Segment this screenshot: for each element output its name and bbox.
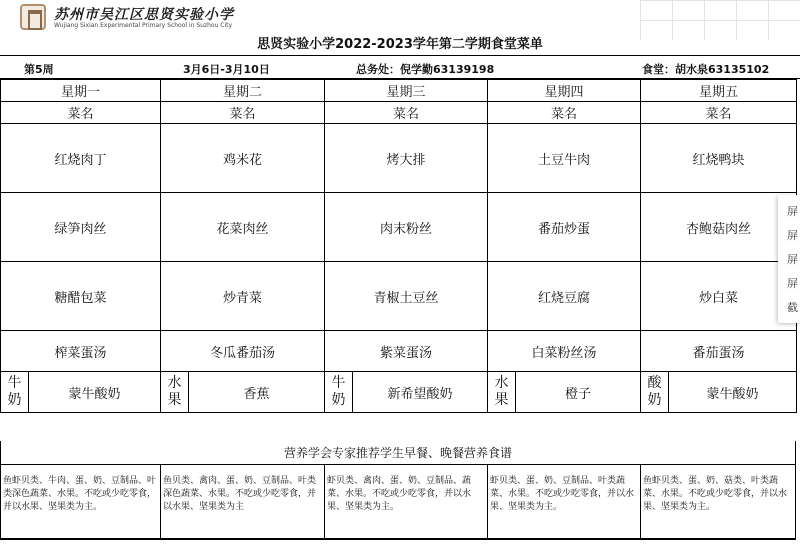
date-range: 3月6日-3月10日 (183, 63, 270, 76)
soup-row (1, 331, 797, 372)
extra-cell (161, 372, 325, 413)
extra-item: 香蕉 (243, 386, 270, 402)
recommendation-row (0, 465, 796, 540)
extra-row (1, 372, 797, 413)
week-label: 第5周 (24, 63, 54, 76)
dish-cell: 绿笋肉丝 (1, 193, 161, 262)
info-row (0, 55, 800, 79)
dish-cell: 青椒土豆丝 (325, 262, 488, 331)
dish-cell: 红烧豆腐 (488, 262, 641, 331)
school-name-cn: 苏州市吴江区思贤实验小学 (54, 7, 234, 23)
soup-cell: 紫菜蛋汤 (325, 331, 488, 372)
screen-tool-item[interactable]: 屏 (787, 229, 798, 242)
extra-item: 新希望酸奶 (387, 386, 453, 402)
dish-cell: 红烧肉丁 (1, 124, 161, 193)
dish-cell: 番茄炒蛋 (488, 193, 641, 262)
screenshot-tool-panel[interactable] (778, 195, 800, 323)
dish-cell: 炒青菜 (161, 262, 325, 331)
school-seal-icon (20, 4, 46, 30)
day-header: 星期一 (1, 80, 161, 102)
recommendation-title: 营养学会专家推荐学生早餐、晚餐营养食谱 (0, 441, 796, 465)
extra-item: 橙子 (564, 386, 591, 402)
dish-label: 菜名 (161, 102, 325, 124)
day-header: 星期四 (488, 80, 641, 102)
dish-cell: 炒白菜 (641, 262, 797, 331)
office-contact: 总务处：倪学勤63139198 (356, 63, 495, 76)
day-header: 星期五 (641, 80, 797, 102)
extra-type-label: 酸 奶 (641, 372, 669, 412)
day-header: 星期三 (325, 80, 488, 102)
recommendation-cell: 鱼贝类、禽肉、蛋、奶、豆制品、叶类深色蔬菜、水果。不吃或少吃零食，并以水果、坚果类为主 (161, 465, 325, 538)
soup-cell: 白菜粉丝汤 (488, 331, 641, 372)
soup-cell: 冬瓜番茄汤 (161, 331, 325, 372)
recommendation-cell: 鱼虾贝类、蛋、奶、菇类、叶类蔬菜、水果。不吃或少吃零食，并以水果、坚果类为主。 (641, 465, 796, 538)
dish-cell: 土豆牛肉 (488, 124, 641, 193)
dish-cell: 杏鲍菇肉丝 (641, 193, 797, 262)
dish-row (1, 262, 797, 331)
dish-cell: 肉末粉丝 (325, 193, 488, 262)
dish-cell: 糖醋包菜 (1, 262, 161, 331)
extra-cell (325, 372, 488, 413)
school-name-en: Wujiang Sixian Experimental Primary School in Suzhou City (54, 22, 233, 29)
screen-tool-item[interactable]: 屏 (787, 277, 798, 290)
extra-item: 蒙牛酸奶 (706, 386, 759, 402)
menu-table (0, 79, 797, 413)
extra-type-label: 水 果 (488, 372, 516, 412)
dish-label: 菜名 (325, 102, 488, 124)
dish-label-row (1, 102, 797, 124)
recommendation-cell: 虾贝类、禽肉、蛋、奶、豆制品、蔬菜、水果。不吃或少吃零食，并以水果、坚果类为主。 (325, 465, 488, 538)
extra-type-label: 牛 奶 (325, 372, 353, 412)
capture-tool-item[interactable]: 截 (787, 301, 798, 314)
extra-type-label: 牛 奶 (1, 372, 29, 412)
extra-cell (488, 372, 641, 413)
dish-cell: 花菜肉丝 (161, 193, 325, 262)
dish-cell: 烤大排 (325, 124, 488, 193)
page-title: 思贤实验小学2022-2023学年第二学期食堂菜单 (257, 37, 543, 52)
dish-label: 菜名 (641, 102, 797, 124)
dish-label: 菜名 (488, 102, 641, 124)
day-header-row (1, 80, 797, 102)
extra-cell (1, 372, 161, 413)
dish-row (1, 193, 797, 262)
canteen-contact: 食堂：胡水泉63135102 (642, 63, 770, 76)
recommendation-cell: 虾贝类、蛋、奶、豆制品、叶类蔬菜、水果。不吃或少吃零食，并以水果、坚果类为主。 (488, 465, 641, 538)
extra-item: 蒙牛酸奶 (68, 386, 121, 402)
recommendation-cell: 鱼虾贝类、牛肉、蛋、奶、豆制品、叶类深色蔬菜、水果。不吃或少吃零食，并以水果、坚果类为主。 (1, 465, 161, 538)
screen-tool-item[interactable]: 屏 (787, 205, 798, 218)
extra-cell (641, 372, 797, 413)
extra-type-label: 水 果 (161, 372, 189, 412)
dish-cell: 红烧鸭块 (641, 124, 797, 193)
dish-cell: 鸡米花 (161, 124, 325, 193)
soup-cell: 榨菜蛋汤 (1, 331, 161, 372)
dish-row (1, 124, 797, 193)
screen-tool-item[interactable]: 屏 (787, 253, 798, 266)
day-header: 星期二 (161, 80, 325, 102)
dish-label: 菜名 (1, 102, 161, 124)
soup-cell: 番茄蛋汤 (641, 331, 797, 372)
